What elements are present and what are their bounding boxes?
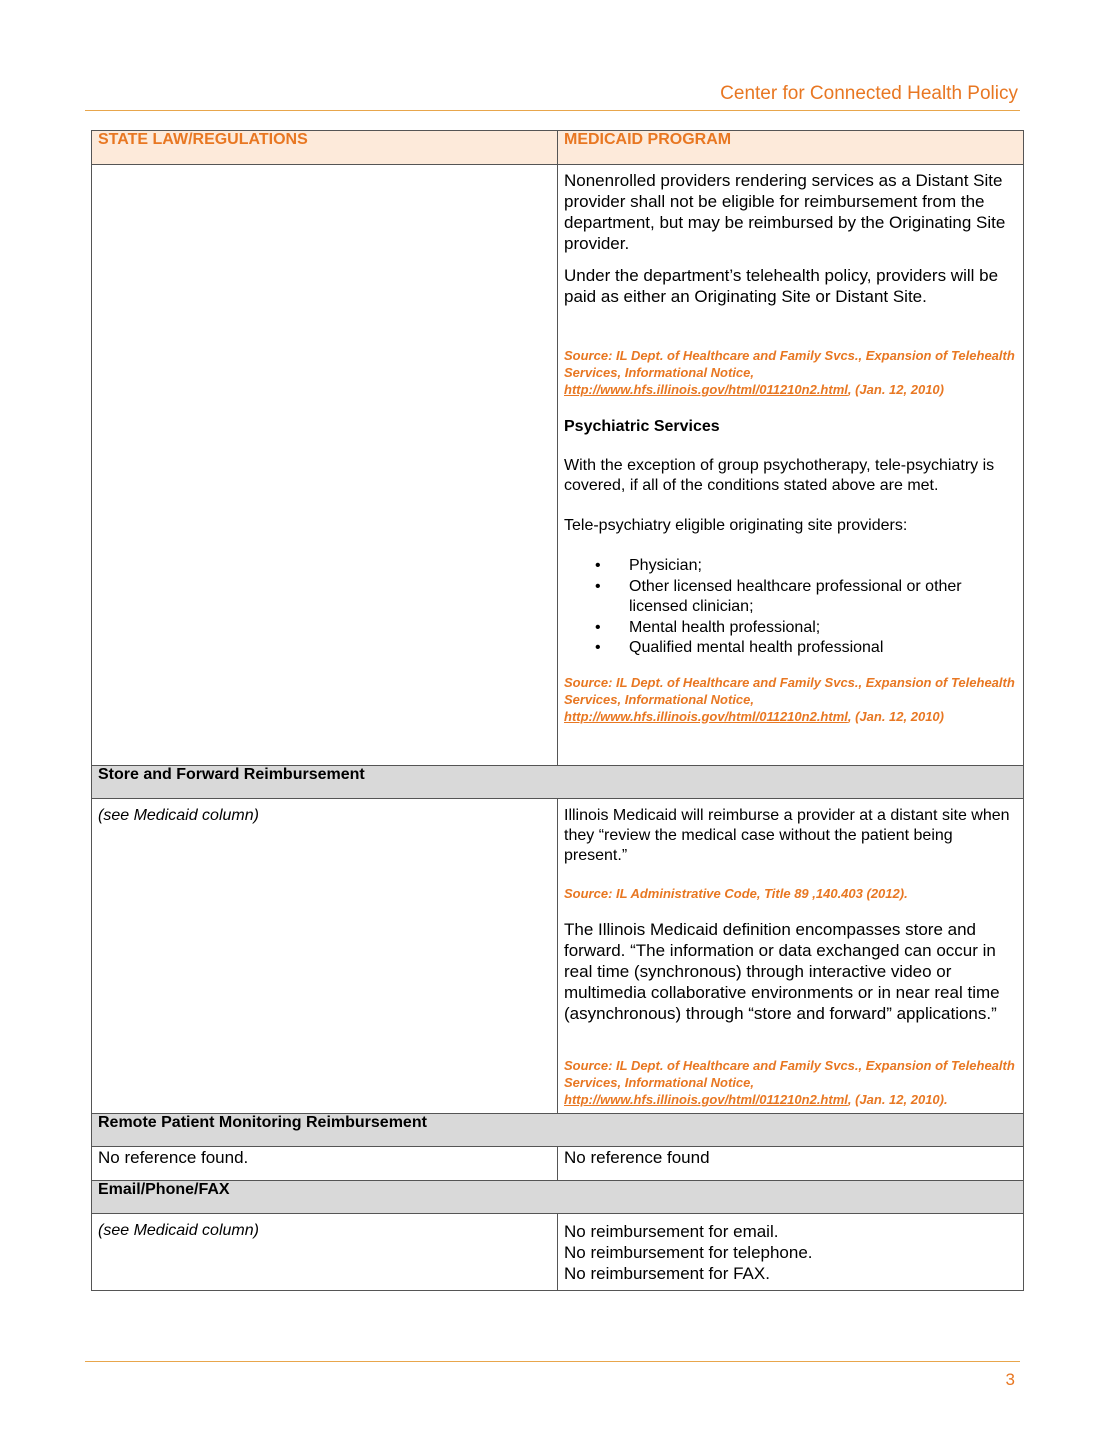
medicaid-cell xyxy=(558,1214,1024,1291)
list-item: • Mental health professional; xyxy=(629,618,1017,639)
source-citation: Source: IL Dept. of Healthcare and Family Svcs., Expansion of Telehealth Services, Informational Notice, http://www.hfs.illinois.gov/html/011210n2.html, (Jan. 12, 2010) xyxy=(564,348,1015,397)
state-law-cell xyxy=(92,1214,558,1291)
medicaid-cell xyxy=(558,165,1024,766)
medicaid-paragraph: Tele-psychiatry eligible originating site providers: xyxy=(564,517,908,534)
see-medicaid-note: (see Medicaid column) xyxy=(98,1222,259,1239)
table-row xyxy=(92,1214,1024,1291)
source-link[interactable]: http://www.hfs.illinois.gov/html/011210n2.html xyxy=(564,708,848,724)
col-header-state-law: STATE LAW/REGULATIONS xyxy=(92,131,558,165)
reimbursement-line: No reimbursement for FAX. xyxy=(564,1264,770,1283)
bullet-icon: • xyxy=(595,618,601,636)
source-link[interactable]: http://www.hfs.illinois.gov/html/011210n2.html xyxy=(564,382,848,397)
reimbursement-line: No reimbursement for email. xyxy=(564,1222,779,1241)
state-law-cell xyxy=(92,165,558,766)
section-row xyxy=(92,1114,1024,1147)
medicaid-paragraph: Nonenrolled providers rendering services as a Distant Site provider shall not be eligible for reimbursement from the department, but may be reimbursed by the Originating Site provider. xyxy=(564,171,1006,253)
section-title: Remote Patient Monitoring Reimbursement xyxy=(92,1114,1024,1147)
list-item: • Physician; xyxy=(629,556,1017,577)
footer-rule xyxy=(85,1361,1020,1362)
medicaid-paragraph: Illinois Medicaid will reimburse a provider at a distant site when they “review the medical case without the patient being present.” xyxy=(564,807,1010,864)
source-citation: Source: IL Dept. of Healthcare and Family Svcs., Expansion of Telehealth Services, Informational Notice, http://www.hfs.illinois.gov/html/011210n2.html, (Jan. 12, 2010) xyxy=(564,674,1015,724)
source-link[interactable]: http://www.hfs.illinois.gov/html/011210n2.html xyxy=(564,1092,848,1107)
bullet-icon: • xyxy=(595,557,601,574)
source-citation: Source: IL Administrative Code, Title 89 ,140.403 (2012). xyxy=(564,886,908,901)
provider-list xyxy=(564,556,1017,659)
section-row xyxy=(92,1181,1024,1214)
list-item: • Other licensed healthcare professional or other licensed clinician; xyxy=(595,577,962,615)
medicaid-cell: No reference found xyxy=(558,1147,1024,1181)
section-row xyxy=(92,766,1024,799)
section-title: Email/Phone/FAX xyxy=(92,1181,1024,1214)
table-header-row xyxy=(92,131,1024,165)
table-row xyxy=(92,799,1024,1114)
col-header-medicaid: MEDICAID PROGRAM xyxy=(558,131,1024,165)
medicaid-paragraph: The Illinois Medicaid definition encompasses store and forward. “The information or data exchanged can occur in real time (synchronous) through interactive video or multimedia collaborative environments or in near real time (asynchronous) through “store and forward” applications.” xyxy=(564,920,1000,1023)
table-row xyxy=(92,1147,1024,1181)
section-subheading: Psychiatric Services xyxy=(564,418,720,435)
medicaid-paragraph: With the exception of group psychotherapy, tele-psychiatry is covered, if all of the conditions stated above are met. xyxy=(564,457,995,494)
medicaid-paragraph: Under the department’s telehealth policy, providers will be paid as either an Originating Site or Distant Site. xyxy=(564,266,999,306)
header-title: Center for Connected Health Policy xyxy=(720,83,1018,104)
see-medicaid-note: (see Medicaid column) xyxy=(98,807,259,824)
source-citation: Source: IL Dept. of Healthcare and Family Svcs., Expansion of Telehealth Services, Informational Notice, http://www.hfs.illinois.gov/html/011210n2.html, (Jan. 12, 2010). xyxy=(564,1058,1015,1107)
bullet-icon: • xyxy=(595,639,601,656)
header-rule xyxy=(85,110,1020,111)
policy-table xyxy=(91,130,1024,1291)
table-row xyxy=(92,165,1024,766)
page-number: 3 xyxy=(1005,1370,1015,1389)
state-law-cell xyxy=(92,799,558,1114)
reimbursement-line: No reimbursement for telephone. xyxy=(564,1243,813,1262)
list-item: • Qualified mental health professional xyxy=(629,638,1017,659)
state-law-cell: No reference found. xyxy=(92,1147,558,1181)
section-title: Store and Forward Reimbursement xyxy=(92,766,1024,799)
medicaid-cell xyxy=(558,799,1024,1114)
bullet-icon: • xyxy=(595,577,601,595)
